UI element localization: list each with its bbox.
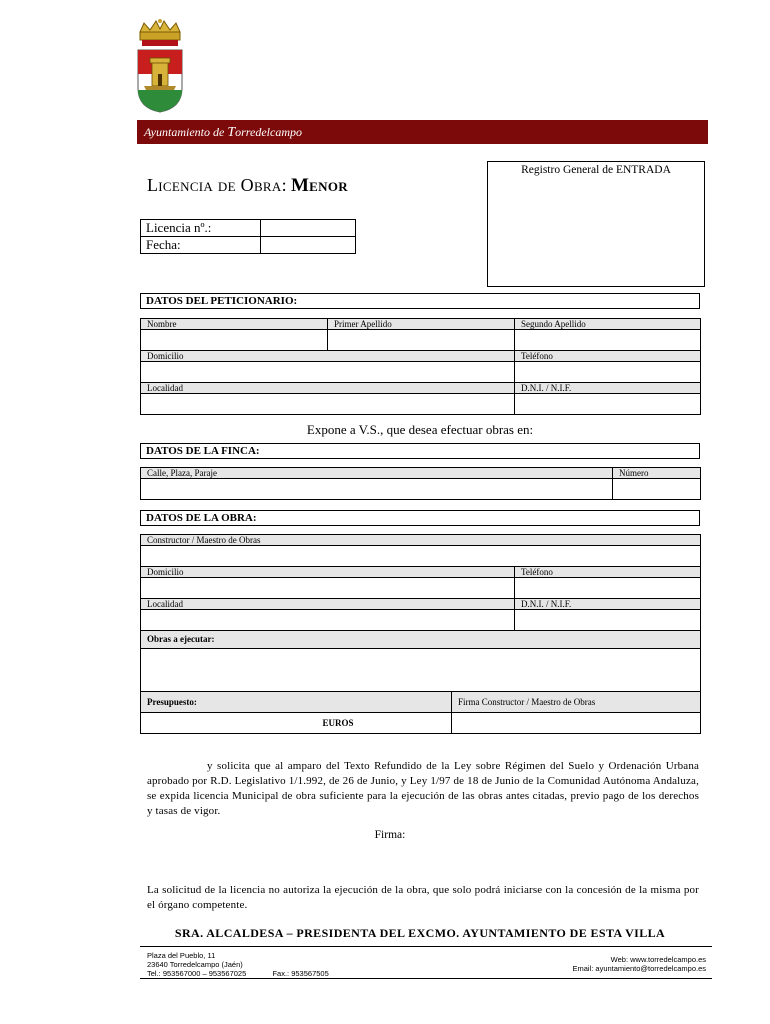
telefono-field[interactable] (515, 362, 701, 383)
obra-localidad-field[interactable] (141, 610, 515, 631)
segundo-apellido-field[interactable] (515, 330, 701, 351)
footer-tel: Tel.: 953567000 – 953567025 (147, 969, 247, 978)
title-prefix: Licencia de Obra: (147, 175, 287, 195)
section-heading: DATOS DE LA OBRA: (146, 512, 257, 524)
registro-label: Registro General de ENTRADA (521, 164, 671, 176)
licencia-fecha-field[interactable] (261, 237, 356, 254)
firma-constructor-label: Firma Constructor / Maestro de Obras (452, 692, 701, 713)
licencia-table (140, 219, 356, 254)
primer-apellido-label: Primer Apellido (328, 319, 515, 330)
footer-fax: Fax.: 953567505 (272, 969, 329, 978)
obra-table (140, 534, 701, 734)
constructor-label: Constructor / Maestro de Obras (141, 535, 701, 546)
presupuesto-label: Presupuesto: (141, 692, 452, 713)
finca-table (140, 467, 701, 500)
constructor-field[interactable] (141, 546, 701, 567)
dni-label: D.N.I. / N.I.F. (515, 383, 701, 394)
licencia-numero-label: Licencia nº.: (141, 220, 261, 237)
domicilio-label: Domicilio (141, 351, 515, 362)
coat-of-arms-icon (134, 18, 186, 113)
destinatario: SRA. ALCALDESA – PRESIDENTA DEL EXCMO. AYUNTAMIENTO DE ESTA VILLA (174, 926, 666, 940)
licencia-fecha-label: Fecha: (141, 237, 261, 254)
header-banner (137, 120, 708, 144)
obras-ejecutar-field[interactable] (141, 649, 701, 692)
section-heading: DATOS DEL PETICIONARIO: (146, 295, 298, 307)
obra-domicilio-label: Domicilio (141, 567, 515, 578)
localidad-field[interactable] (141, 394, 515, 415)
obras-ejecutar-label: Obras a ejecutar: (141, 631, 701, 649)
obra-localidad-label: Localidad (141, 599, 515, 610)
footer-email[interactable]: Email: ayuntamiento@torredelcampo.es (572, 964, 706, 973)
obra-domicilio-field[interactable] (141, 578, 515, 599)
obra-dni-label: D.N.I. / N.I.F. (515, 599, 701, 610)
aviso-paragraph (147, 883, 699, 913)
primer-apellido-field[interactable] (328, 330, 515, 351)
licencia-numero-field[interactable] (261, 220, 356, 237)
firma-label: Firma: (374, 829, 406, 841)
footer-address-line1: Plaza del Pueblo, 11 (147, 951, 216, 960)
nombre-field[interactable] (141, 330, 328, 351)
dni-field[interactable] (515, 394, 701, 415)
obra-telefono-label: Teléfono (515, 567, 701, 578)
section-obra (140, 510, 700, 526)
domicilio-field[interactable] (141, 362, 515, 383)
footer-address-line2: 23640 Torredelcampo (Jaén) (147, 960, 243, 969)
footer-address (147, 951, 329, 978)
footer-divider-bottom (140, 978, 712, 979)
obra-telefono-field[interactable] (515, 578, 701, 599)
aviso-text: La solicitud de la licencia no autoriza la ejecución de la obra, que solo podrá iniciarse con la concesión de la misma por el órgano competente. (147, 884, 699, 911)
title-emphasis: Menor (290, 175, 348, 196)
presupuesto-field[interactable] (141, 713, 452, 734)
calle-field[interactable] (141, 479, 613, 500)
footer-phone-line (147, 969, 329, 978)
calle-label: Calle, Plaza, Paraje (141, 468, 613, 479)
section-peticionario (140, 293, 700, 309)
solicita-paragraph (147, 759, 699, 819)
banner-title: Ayuntamiento de Torredelcampo (144, 125, 302, 140)
peticionario-table (140, 318, 701, 415)
footer-web[interactable]: Web: www.torredelcampo.es (610, 955, 706, 964)
page-title (147, 175, 348, 197)
firma-constructor-field[interactable] (452, 713, 701, 734)
footer-divider-top (140, 946, 712, 947)
numero-field[interactable] (613, 479, 701, 500)
telefono-label: Teléfono (515, 351, 701, 362)
obra-dni-field[interactable] (515, 610, 701, 631)
euros-label: EUROS (322, 718, 354, 728)
section-heading: DATOS DE LA FINCA: (146, 445, 260, 457)
segundo-apellido-label: Segundo Apellido (515, 319, 701, 330)
section-finca (140, 443, 700, 459)
registro-entrada-box (487, 161, 705, 287)
nombre-label: Nombre (141, 319, 328, 330)
numero-label: Número (613, 468, 701, 479)
localidad-label: Localidad (141, 383, 515, 394)
footer-contact (572, 955, 706, 973)
expone-text: Expone a V.S., que desea efectuar obras en: (306, 422, 534, 437)
solicita-text: y solicita que al amparo del Texto Refundido de la Ley sobre Régimen del Suelo y Ordenación Urbana aprobado por R.D. Legislativo 1/1.992, de 26 de Junio, y Ley 1/97 de 18 de Junio de la Comunidad Autónoma Andaluza, se expida licencia Municipal de obra suficiente para la ejecución de las obras antes citadas, previo pago de los derechos y tasas de vigor. (147, 760, 699, 817)
